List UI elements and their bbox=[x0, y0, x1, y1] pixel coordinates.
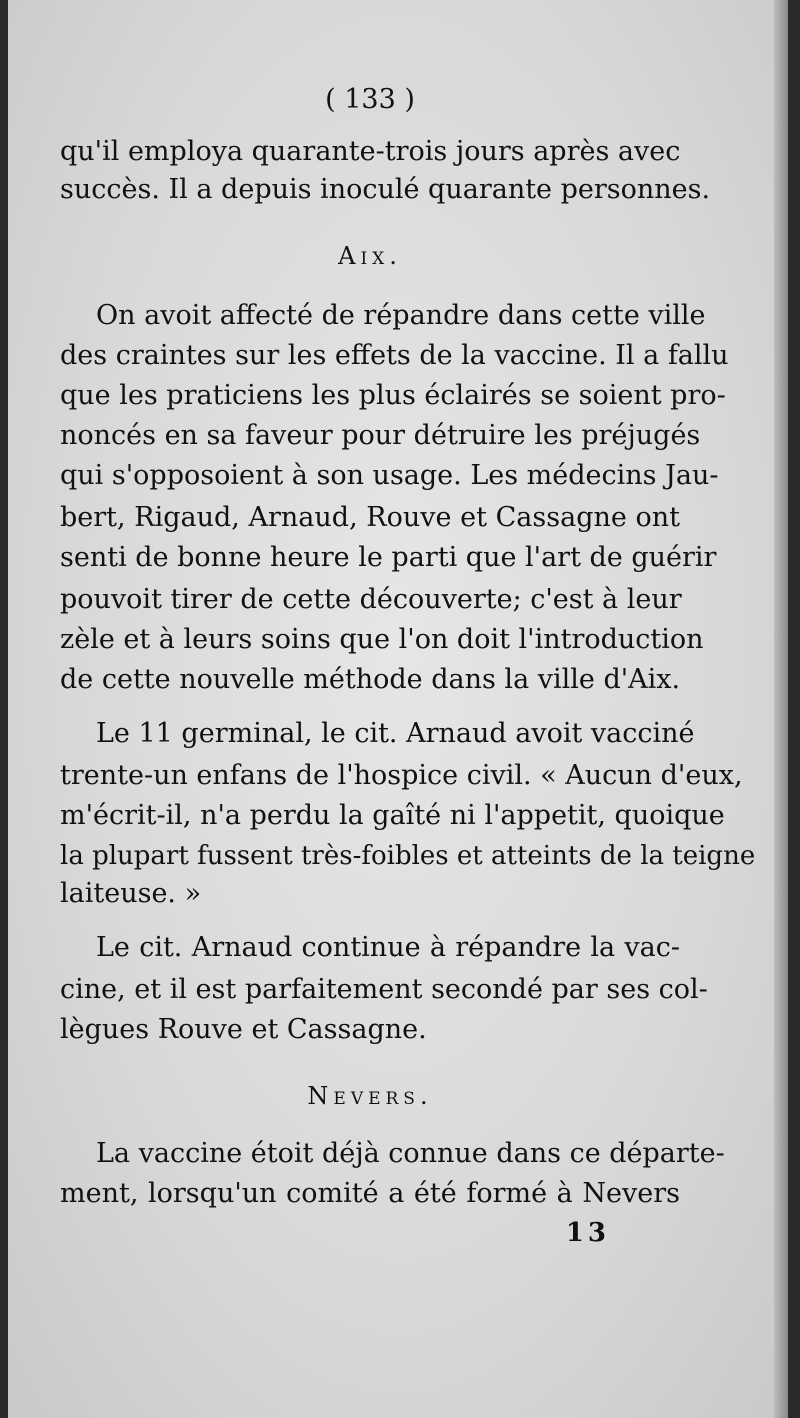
text-line: zèle et à leurs soins que l'on doit l'introduction bbox=[60, 624, 704, 655]
text-line: bert, Rigaud, Arnaud, Rouve et Cassagne ont bbox=[60, 502, 680, 533]
section-heading-nevers: Nevers. bbox=[307, 1082, 433, 1110]
text-line: cine, et il est parfaitement secondé par ses col- bbox=[60, 974, 708, 1005]
text-line: succès. Il a depuis inoculé quarante personnes. bbox=[60, 174, 711, 205]
text-line: des craintes sur les effets de la vaccine. Il a fallu bbox=[60, 340, 729, 371]
text-line: On avoit affecté de répandre dans cette ville bbox=[96, 300, 706, 331]
text-line: de cette nouvelle méthode dans la ville d'Aix. bbox=[60, 664, 681, 695]
text-line: Le 11 germinal, le cit. Arnaud avoit vacciné bbox=[96, 718, 695, 749]
text-line: trente-un enfans de l'hospice civil. « Aucun d'eux, bbox=[60, 760, 743, 791]
text-line: que les praticiens les plus éclairés se soient pro- bbox=[60, 380, 726, 411]
text-line: la plupart fussent très-foibles et atteints de la teigne bbox=[60, 841, 756, 871]
text-line: senti de bonne heure le parti que l'art de guérir bbox=[60, 542, 717, 573]
text-line: laiteuse. » bbox=[60, 878, 202, 909]
page-edge-shadow bbox=[774, 0, 788, 1418]
text-line: lègues Rouve et Cassagne. bbox=[60, 1014, 427, 1045]
text-line: noncés en sa faveur pour détruire les préjugés bbox=[60, 420, 701, 451]
text-line: pouvoit tirer de cette découverte; c'est à leur bbox=[60, 584, 682, 615]
text-line: ment, lorsqu'un comité a été formé à Nevers bbox=[60, 1178, 680, 1209]
text-line: qu'il employa quarante-trois jours après avec bbox=[60, 136, 681, 167]
text-line: Le cit. Arnaud continue à répandre la vac- bbox=[96, 932, 680, 963]
book-page bbox=[8, 0, 788, 1418]
text-line: m'écrit-il, n'a perdu la gaîté ni l'appetit, quoique bbox=[60, 800, 725, 831]
text-line: qui s'opposoient à son usage. Les médecins Jau- bbox=[60, 460, 719, 491]
page-number: ( 133 ) bbox=[325, 84, 415, 115]
section-heading-aix: Aix. bbox=[338, 242, 402, 270]
text-line: La vaccine étoit déjà connue dans ce départe- bbox=[96, 1138, 725, 1169]
signature-mark: 13 bbox=[565, 1218, 610, 1248]
